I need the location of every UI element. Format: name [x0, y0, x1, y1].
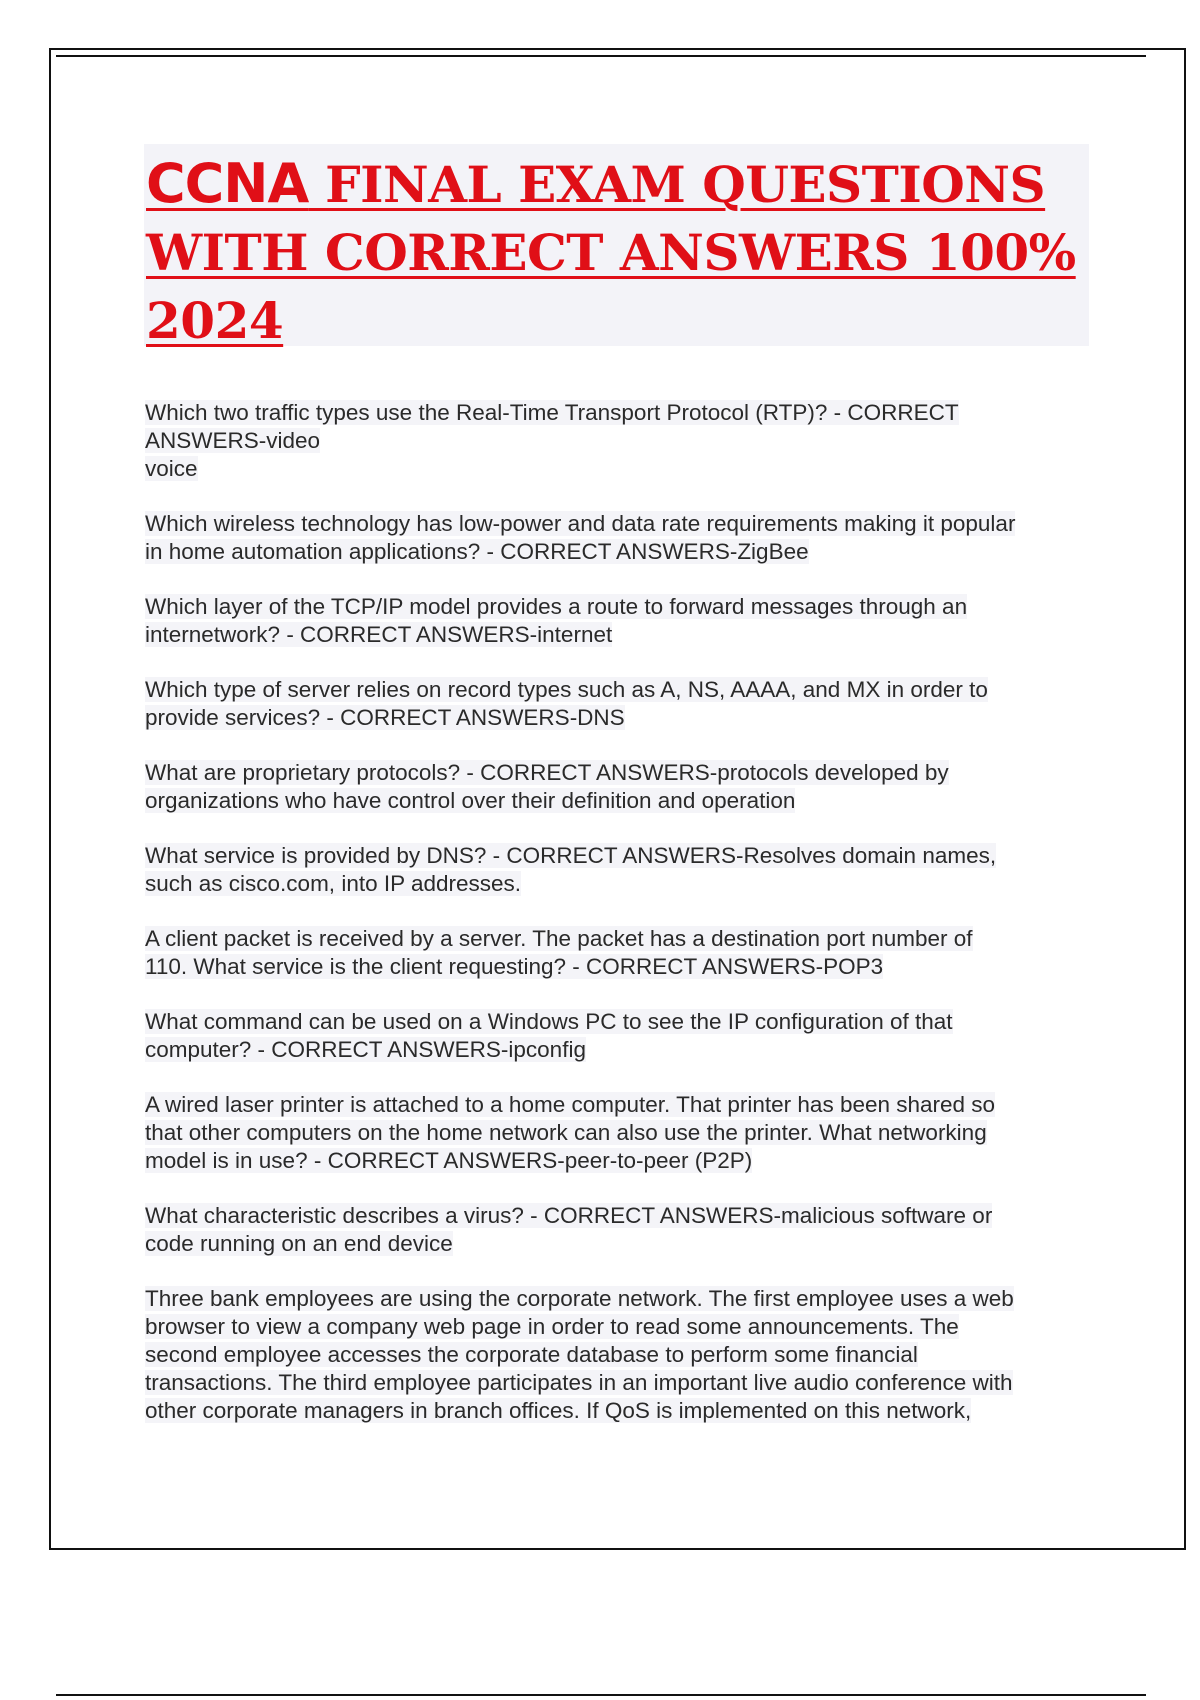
- question-item: [145, 1202, 1095, 1258]
- question-item: [145, 1091, 1095, 1175]
- question-item: [145, 759, 1095, 815]
- question-text: What command can be used on a Windows PC to see the IP configuration of that computer? - CORRECT ANSWERS-ipconfig: [145, 1009, 953, 1062]
- question-text: Which two traffic types use the Real-Time Transport Protocol (RTP)? - CORRECT ANSWERS-video voice: [145, 400, 959, 481]
- question-item: [145, 842, 1095, 898]
- title-block: [144, 144, 1089, 350]
- question-item: [145, 925, 1095, 981]
- question-list: [145, 399, 1095, 1452]
- question-item: [145, 1285, 1095, 1425]
- title-brand: CCNA: [146, 152, 309, 215]
- question-item: [145, 593, 1095, 649]
- question-text: Which wireless technology has low-power and data rate requirements making it popular in home automation applications? - CORRECT ANSWERS-ZigBee: [145, 511, 1016, 564]
- question-text: A client packet is received by a server. The packet has a destination port number of 110. What service is the client requesting? - CORRECT ANSWERS-POP3: [145, 926, 973, 979]
- question-text: A wired laser printer is attached to a home computer. That printer has been shared so that other computers on the home network can also use the printer. What networking model is in use? - CORRECT ANSWERS-peer-to-peer (P2P): [145, 1092, 996, 1173]
- question-text: Three bank employees are using the corporate network. The first employee uses a web browser to view a company web page in order to read some announcements. The second employee accesses the corporate database to perform some financial transactions. The third employee participates in an important live audio conference with other corporate managers in branch offices. If QoS is implemented on this network,: [145, 1286, 1014, 1423]
- question-item: [145, 399, 1095, 483]
- title-rest: FINAL EXAM QUESTIONS WITH CORRECT ANSWERS 100% 2024: [146, 155, 1076, 350]
- question-text: Which layer of the TCP/IP model provides a route to forward messages through an internetwork? - CORRECT ANSWERS-internet: [145, 594, 968, 647]
- question-text: What characteristic describes a virus? - CORRECT ANSWERS-malicious software or code running on an end device: [145, 1203, 993, 1256]
- question-text: What are proprietary protocols? - CORRECT ANSWERS-protocols developed by organizations who have control over their definition and operation: [145, 760, 949, 813]
- document-title: [146, 150, 1089, 355]
- question-item: [145, 1008, 1095, 1064]
- question-text: What service is provided by DNS? - CORRECT ANSWERS-Resolves domain names, such as cisco.com, into IP addresses.: [145, 843, 997, 896]
- question-item: [145, 676, 1095, 732]
- question-item: [145, 510, 1095, 566]
- bottom-rule: [56, 1694, 1146, 1696]
- question-text: Which type of server relies on record types such as A, NS, AAAA, and MX in order to provide services? - CORRECT ANSWERS-DNS: [145, 677, 988, 730]
